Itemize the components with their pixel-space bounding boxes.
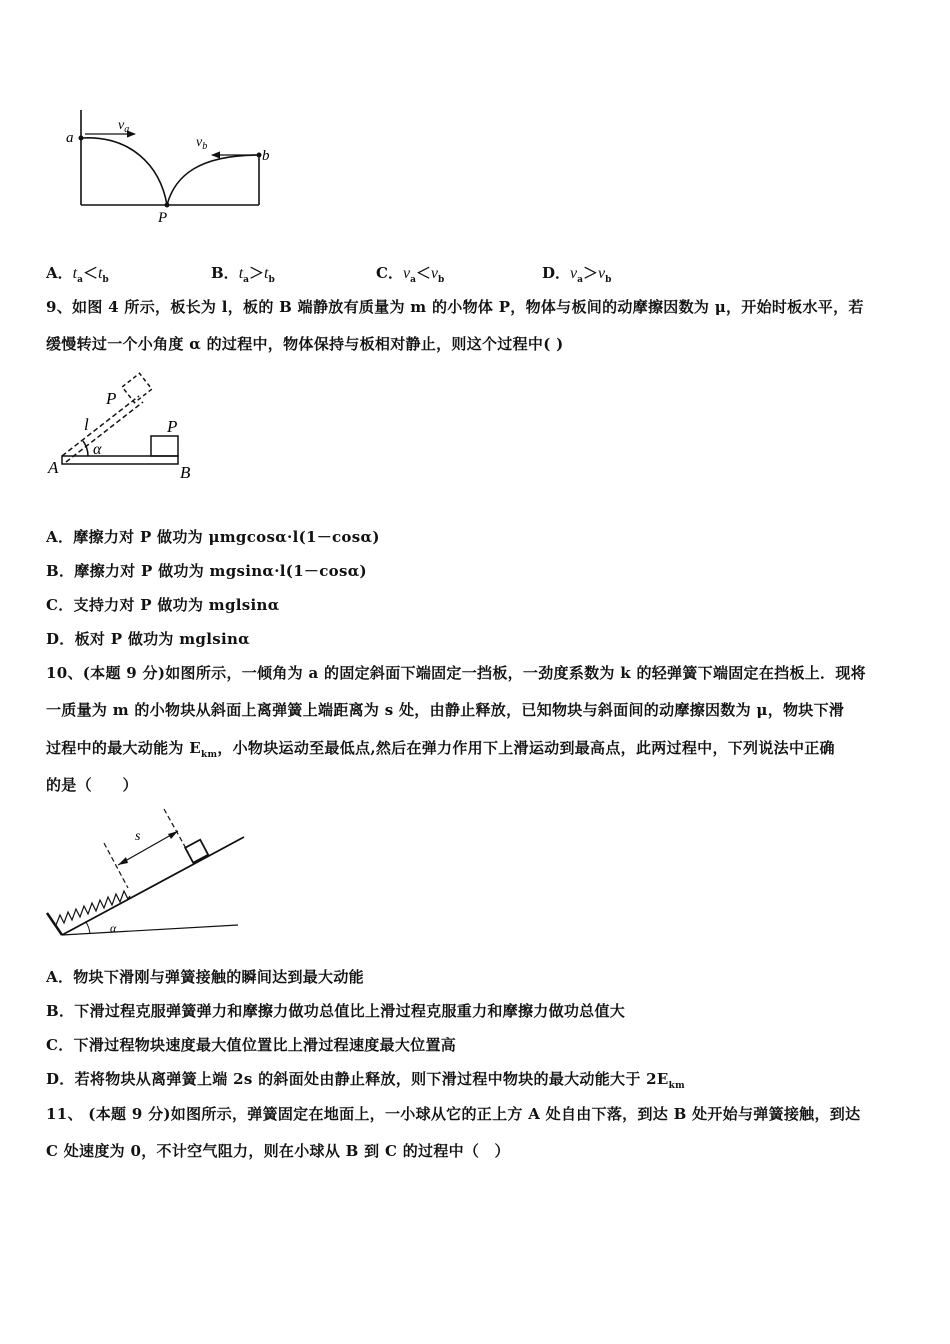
label-va: $v_a$: [118, 118, 130, 135]
q9-option-d: D．板对 P 做功为 mglsinα: [46, 630, 251, 648]
q11-stem-line2: C 处速度为 0，不计空气阻力，则在小球从 B 到 C 的过程中（ ）: [46, 1142, 510, 1160]
label-B: B: [180, 463, 191, 482]
q8-option-c: C．$v_a<v_b$: [376, 264, 445, 285]
q9-stem-line2: 缓慢转过一个小角度 α 的过程中，物体保持与板相对静止，则这个过程中( ): [46, 335, 564, 353]
label-s: s: [135, 829, 141, 844]
q9-option-b: B．摩擦力对 P 做功为 mgsinα·l(1－cosα): [46, 562, 367, 580]
q8-option-b: B．$t_a>t_b$: [211, 264, 275, 285]
incline-surface: [62, 837, 244, 935]
q9-option-c: C．支持力对 P 做功为 mglsinα: [46, 596, 280, 614]
label-alpha: α: [93, 441, 102, 458]
q10-stem-line3: 过程中的最大动能为 $E_{km}$，小物块运动至最低点,然后在弹力作用下上滑运动到最高点，此两过程中，下列说法中正确: [46, 739, 835, 760]
label-vb: $v_b$: [196, 135, 208, 152]
q10-option-d: D．若将物块从离弹簧上端 2s 的斜面处由静止释放，则下滑过程中物块的最大动能大于 $2E_{km}$: [46, 1070, 685, 1091]
label-P: P: [158, 210, 168, 226]
label-alpha-incline: α: [110, 921, 117, 935]
distance-s-arrow: [118, 831, 178, 865]
q10-stem-line1: 10、(本题 9 分)如图所示，一倾角为 a 的固定斜面下端固定一挡板，一劲度系数为 k 的轻弹簧下端固定在挡板上．现将: [46, 664, 866, 682]
q9-stem-line1: 9、如图 4 所示，板长为 l，板的 B 端静放有质量为 m 的小物体 P，物体与板间的动摩擦因数为 μ，开始时板水平，若: [46, 298, 864, 316]
q10-stem-line4: 的是（ ）: [46, 776, 138, 794]
q8-option-a: A．$t_a<t_b$: [46, 264, 109, 285]
s-arrowhead-right: [168, 831, 178, 839]
label-P-flat: P: [167, 417, 178, 436]
q10-option-b: B．下滑过程克服弹簧弹力和摩擦力做功总值比上滑过程克服重力和摩擦力做功总值大: [46, 1002, 626, 1020]
label-b: b: [262, 148, 270, 164]
spring: [56, 891, 130, 925]
label-A: A: [48, 458, 59, 477]
q10-stem-line2: 一质量为 m 的小物块从斜面上离弹簧上端距离为 s 处，由静止释放，已知物块与斜面间的动摩擦因数为 μ，物块下滑: [46, 701, 845, 719]
alpha-arc: [86, 922, 90, 934]
q8-option-d: D．$v_a>v_b$: [542, 264, 612, 285]
q11-stem-line1: 11、 (本题 9 分)如图所示，弹簧固定在地面上，一小球从它的正上方 A 处自由下落，到达 B 处开始与弹簧接触，到达: [46, 1105, 861, 1123]
q10-option-a: A．物块下滑刚与弹簧接触的瞬间达到最大动能: [46, 968, 364, 986]
label-a: a: [66, 130, 74, 146]
q10-option-c: C．下滑过程物块速度最大值位置比上滑过程速度最大位置高: [46, 1036, 457, 1054]
label-P-tilted: P: [106, 389, 117, 408]
small-block: [185, 840, 208, 863]
q9-option-a: A．摩擦力对 P 做功为 μmgcosα·l(1－cosα): [46, 528, 380, 546]
label-l: l: [84, 415, 89, 434]
s-arrowhead-left: [118, 857, 128, 865]
dashed-guide-block: [164, 809, 188, 852]
dashed-guide-spring: [104, 843, 128, 888]
